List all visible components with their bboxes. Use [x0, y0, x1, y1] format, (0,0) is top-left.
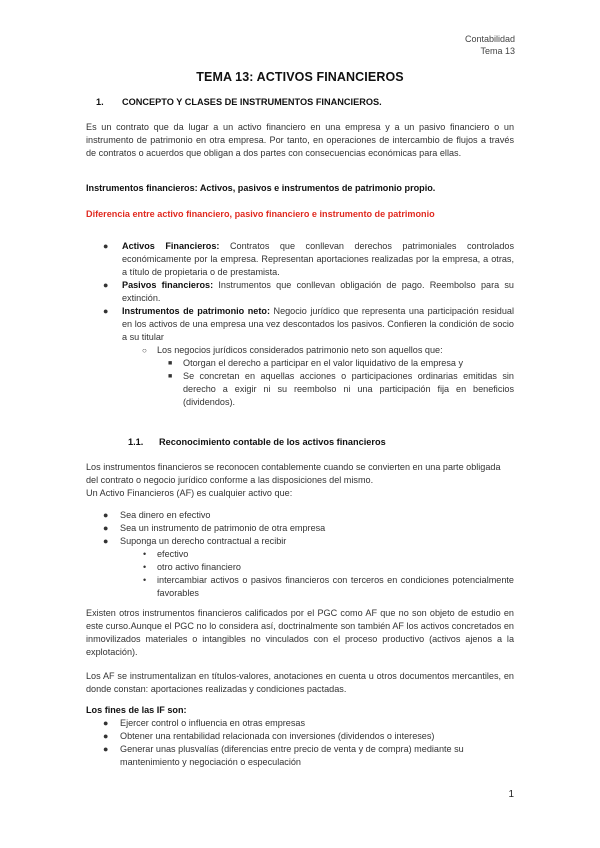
bullet-icon: ●	[103, 718, 109, 728]
sub-list-item	[86, 344, 514, 357]
list-item-text: Obtener una rentabilidad relacionada con inversiones (dividendos o intereses)	[120, 731, 435, 741]
list-item	[86, 509, 514, 522]
dot-bullet-icon: •	[143, 575, 147, 585]
bullet-icon: ●	[103, 744, 109, 754]
list-item-text: Generar unas plusvalías (diferencias entre precio de venta y de compra) mediante su mantenimiento y negociación o especulación	[120, 744, 464, 767]
bullet-icon: ●	[103, 731, 109, 741]
section-title: Reconocimiento contable de los activos financieros	[159, 437, 386, 447]
other-instruments-paragraph: Existen otros instrumentos financieros calificados por el PGC como AF que no son objeto de estudio en este curso.Aunque el PGC no lo considera así, doctrinalmente son también AF los activos concretados en inmovilizados materiales o intangibles no vinculados con el proceso productivo (activos ajenos a la explotación).	[86, 608, 514, 657]
list-item	[86, 535, 514, 548]
aims-heading: Los fines de las IF son:	[86, 705, 187, 715]
list-item	[86, 522, 514, 535]
dot-bullet-icon: •	[143, 549, 147, 559]
list-item	[86, 305, 514, 344]
list-item-text: Suponga un derecho contractual a recibir	[120, 536, 287, 546]
list-item	[86, 240, 514, 279]
bullet-icon: ●	[103, 306, 109, 316]
subtitle-difference: Diferencia entre activo financiero, pasivo financiero e instrumento de patrimonio	[86, 209, 435, 219]
subtitle-instruments: Instrumentos financieros: Activos, pasivos e instrumentos de patrimonio propio.	[86, 183, 436, 193]
sub-sub-list-item	[86, 370, 514, 409]
recognition-paragraph	[86, 461, 514, 500]
definition-text: Contratos que conllevan derechos patrimoniales controlados económicamente por la empresa. Representan aportaciones realizadas por la empresa, a otras, a título de propietaria o de prestamista.	[122, 241, 515, 277]
section-title: CONCEPTO Y CLASES DE INSTRUMENTOS FINANCIEROS.	[122, 97, 382, 107]
list-item-text: Sea dinero en efectivo	[120, 510, 211, 520]
bullet-icon: ●	[103, 536, 109, 546]
header-topic: Tema 13	[480, 46, 515, 56]
page-number: 1	[508, 789, 514, 800]
intro-paragraph: Es un contrato que da lugar a un activo financiero en una empresa y a un pasivo financiero o un instrumento de patrimonio en otra empresa. Por tanto, en operaciones de intercambio de flujos a través de contratos o acuerdos que obligan a dos partes con consecuencias económicas para ellas.	[86, 122, 514, 158]
list-item	[86, 279, 514, 305]
square-bullet-icon: ■	[168, 373, 173, 380]
definition-text: Negocio jurídico que representa una participación residual en los activos de una empresa una vez descontados los pasivos. Confieren la condición de socio a su titular	[122, 306, 515, 342]
sub-sub-list-item	[86, 357, 514, 370]
af-list	[86, 509, 514, 600]
dot-bullet-icon: •	[143, 562, 147, 572]
definition-term: Activos Financieros:	[122, 241, 220, 251]
definition-term: Instrumentos de patrimonio neto:	[122, 306, 270, 316]
aims-list	[86, 717, 514, 769]
definitions-list	[86, 240, 514, 409]
sub-item-text: otro activo financiero	[157, 562, 241, 572]
header-subject: Contabilidad	[464, 34, 515, 44]
bullet-icon: ●	[103, 510, 109, 520]
page-header	[465, 33, 515, 57]
document-title: TEMA 13: ACTIVOS FINANCIEROS	[196, 70, 404, 84]
sub-item-text: intercambiar activos o pasivos financieros con terceros en condiciones potencialmente favorables	[157, 575, 514, 598]
sub-sub-item-text: Otorgan el derecho a participar en el valor liquidativo de la empresa y	[183, 358, 464, 368]
bullet-icon: ●	[103, 523, 109, 533]
sub-list-item	[86, 548, 514, 561]
definition-term: Pasivos financieros:	[122, 280, 214, 290]
sub-list-item	[86, 561, 514, 574]
bullet-icon: ●	[103, 280, 109, 290]
list-item-text: Sea un instrumento de patrimonio de otra empresa	[120, 523, 326, 533]
circle-bullet-icon: ○	[142, 346, 147, 355]
list-item	[86, 730, 514, 743]
list-item	[86, 743, 514, 769]
section-heading-1-1	[128, 437, 386, 447]
list-item	[86, 717, 514, 730]
instrumentation-paragraph: Los AF se instrumentalizan en títulos-valores, anotaciones en cuenta u otros documentos mercantiles, en donde constan: aportaciones realizadas y condiciones pactadas.	[86, 671, 514, 694]
section-number: 1.1.	[128, 437, 144, 447]
section-number: 1.	[96, 97, 104, 107]
af-definition-text: Un Activo Financieros (AF) es cualquier activo que:	[86, 488, 293, 498]
recognition-text: Los instrumentos financieros se reconocen contablemente cuando se convierten en una parte obligada del contrato o negocio jurídico conforme a las disposiciones del mismo.	[86, 462, 501, 485]
bullet-icon: ●	[103, 241, 109, 251]
section-heading-1	[96, 97, 382, 107]
sub-list-item	[86, 574, 514, 600]
list-item-text: Ejercer control o influencia en otras empresas	[120, 718, 305, 728]
square-bullet-icon: ■	[168, 360, 173, 367]
sub-sub-item-text: Se concretan en aquellas acciones o participaciones ordinarias emitidas sin derecho a exigir ni su reembolso ni una participación fija en beneficios (dividendos).	[183, 371, 514, 407]
sub-item-text: efectivo	[157, 549, 189, 559]
definition-text: Instrumentos que conllevan obligación de pago. Reembolso para su extinción.	[122, 280, 514, 303]
sub-item-text: Los negocios jurídicos considerados patrimonio neto son aquellos que:	[157, 345, 443, 355]
